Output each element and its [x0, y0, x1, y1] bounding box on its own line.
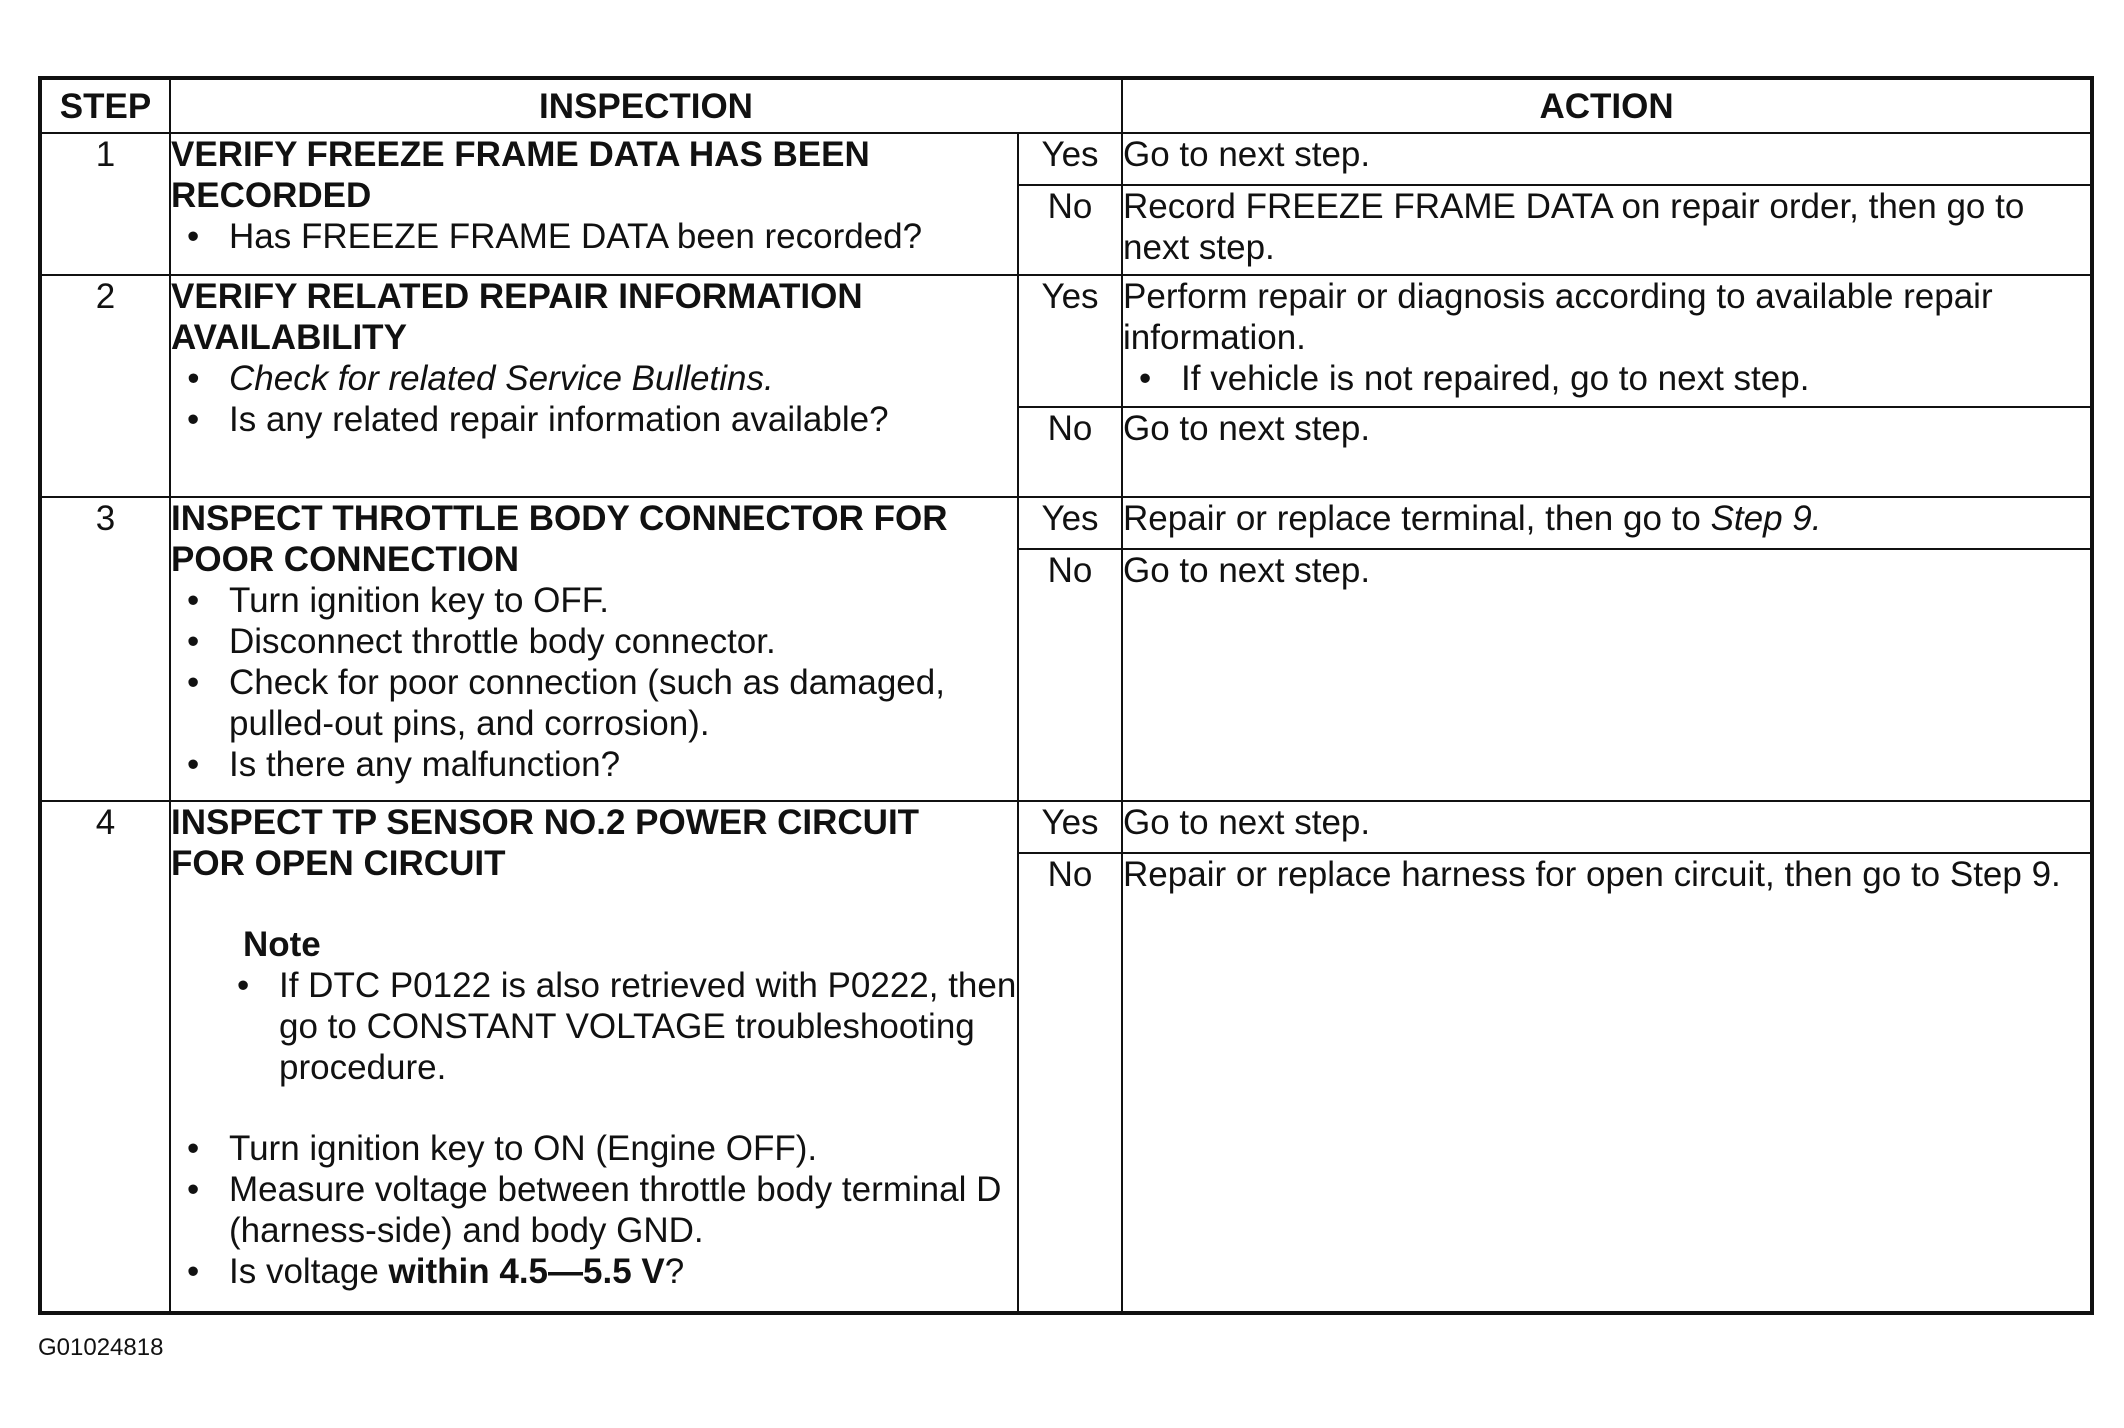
inspection-bullet: • Check for related Service Bulletins.	[229, 358, 1017, 399]
inspection-bullet: • Is voltage within 4.5—5.5 V?	[229, 1251, 1017, 1292]
inspection-bullet: • Turn ignition key to ON (Engine OFF).	[229, 1128, 1017, 1169]
step-4-no-action: Repair or replace harness for open circuit, then go to Step 9.	[1122, 853, 2092, 1313]
step-4-yes-row	[40, 801, 2092, 853]
step-title: VERIFY FREEZE FRAME DATA HAS BEEN RECORDED	[171, 135, 870, 215]
note-block	[171, 924, 1017, 1088]
no-label: No	[1018, 853, 1122, 1313]
inspection-bullet: • Is any related repair information available?	[229, 399, 1017, 440]
step-number: 1	[40, 133, 170, 275]
step-title: VERIFY RELATED REPAIR INFORMATION AVAILABILITY	[171, 277, 863, 357]
yes-label: Yes	[1018, 801, 1122, 853]
diagnostic-procedure-table	[38, 76, 2094, 1315]
step-1-yes-action: Go to next step.	[1122, 133, 2092, 185]
step-2-inspection	[170, 275, 1018, 497]
step-2-yes-row	[40, 275, 2092, 407]
header-action: ACTION	[1122, 78, 2092, 133]
step-3-inspection	[170, 497, 1018, 801]
no-label: No	[1018, 407, 1122, 497]
step-4-inspection	[170, 801, 1018, 1313]
step-2-yes-action: Perform repair or diagnosis according to available repair information. • If vehicle is not repaired, go to next step.	[1122, 275, 2092, 407]
yes-label: Yes	[1018, 275, 1122, 407]
step-reference: Step 9.	[1710, 499, 1822, 538]
step-3-no-action: Go to next step.	[1122, 549, 2092, 801]
step-3-yes-row	[40, 497, 2092, 549]
step-2-no-action: Go to next step.	[1122, 407, 2092, 497]
step-number: 3	[40, 497, 170, 801]
step-4-yes-action: Go to next step.	[1122, 801, 2092, 853]
note-heading: Note	[243, 925, 321, 964]
step-1-inspection	[170, 133, 1018, 275]
step-title: INSPECT TP SENSOR NO.2 POWER CIRCUIT FOR OPEN CIRCUIT	[171, 803, 920, 883]
header-inspection: INSPECTION	[170, 78, 1122, 133]
step-title: INSPECT THROTTLE BODY CONNECTOR FOR POOR CONNECTION	[171, 499, 948, 579]
step-number: 2	[40, 275, 170, 497]
step-1-no-action: Record FREEZE FRAME DATA on repair order, then go to next step.	[1122, 185, 2092, 275]
note-bullet: • If DTC P0122 is also retrieved with P0222, then go to CONSTANT VOLTAGE troubleshooting procedure.	[279, 965, 1017, 1088]
inspection-bullet: • Has FREEZE FRAME DATA been recorded?	[229, 216, 1017, 257]
inspection-bullet: • Disconnect throttle body connector.	[229, 621, 1017, 662]
header-row	[40, 78, 2092, 133]
no-label: No	[1018, 185, 1122, 275]
inspection-bullet: • Check for poor connection (such as damaged, pulled-out pins, and corrosion).	[229, 662, 1017, 744]
figure-id: G01024818	[38, 1334, 164, 1361]
header-step: STEP	[40, 78, 170, 133]
no-label: No	[1018, 549, 1122, 801]
action-bullet: • If vehicle is not repaired, go to next step.	[1181, 358, 2090, 399]
step-number: 4	[40, 801, 170, 1313]
inspection-bullet: • Turn ignition key to OFF.	[229, 580, 1017, 621]
yes-label: Yes	[1018, 133, 1122, 185]
step-3-yes-action: Repair or replace terminal, then go to Step 9.	[1122, 497, 2092, 549]
inspection-bullet: • Is there any malfunction?	[229, 744, 1017, 785]
step-1-yes-row	[40, 133, 2092, 185]
inspection-bullet: • Measure voltage between throttle body terminal D (harness-side) and body GND.	[229, 1169, 1017, 1251]
yes-label: Yes	[1018, 497, 1122, 549]
